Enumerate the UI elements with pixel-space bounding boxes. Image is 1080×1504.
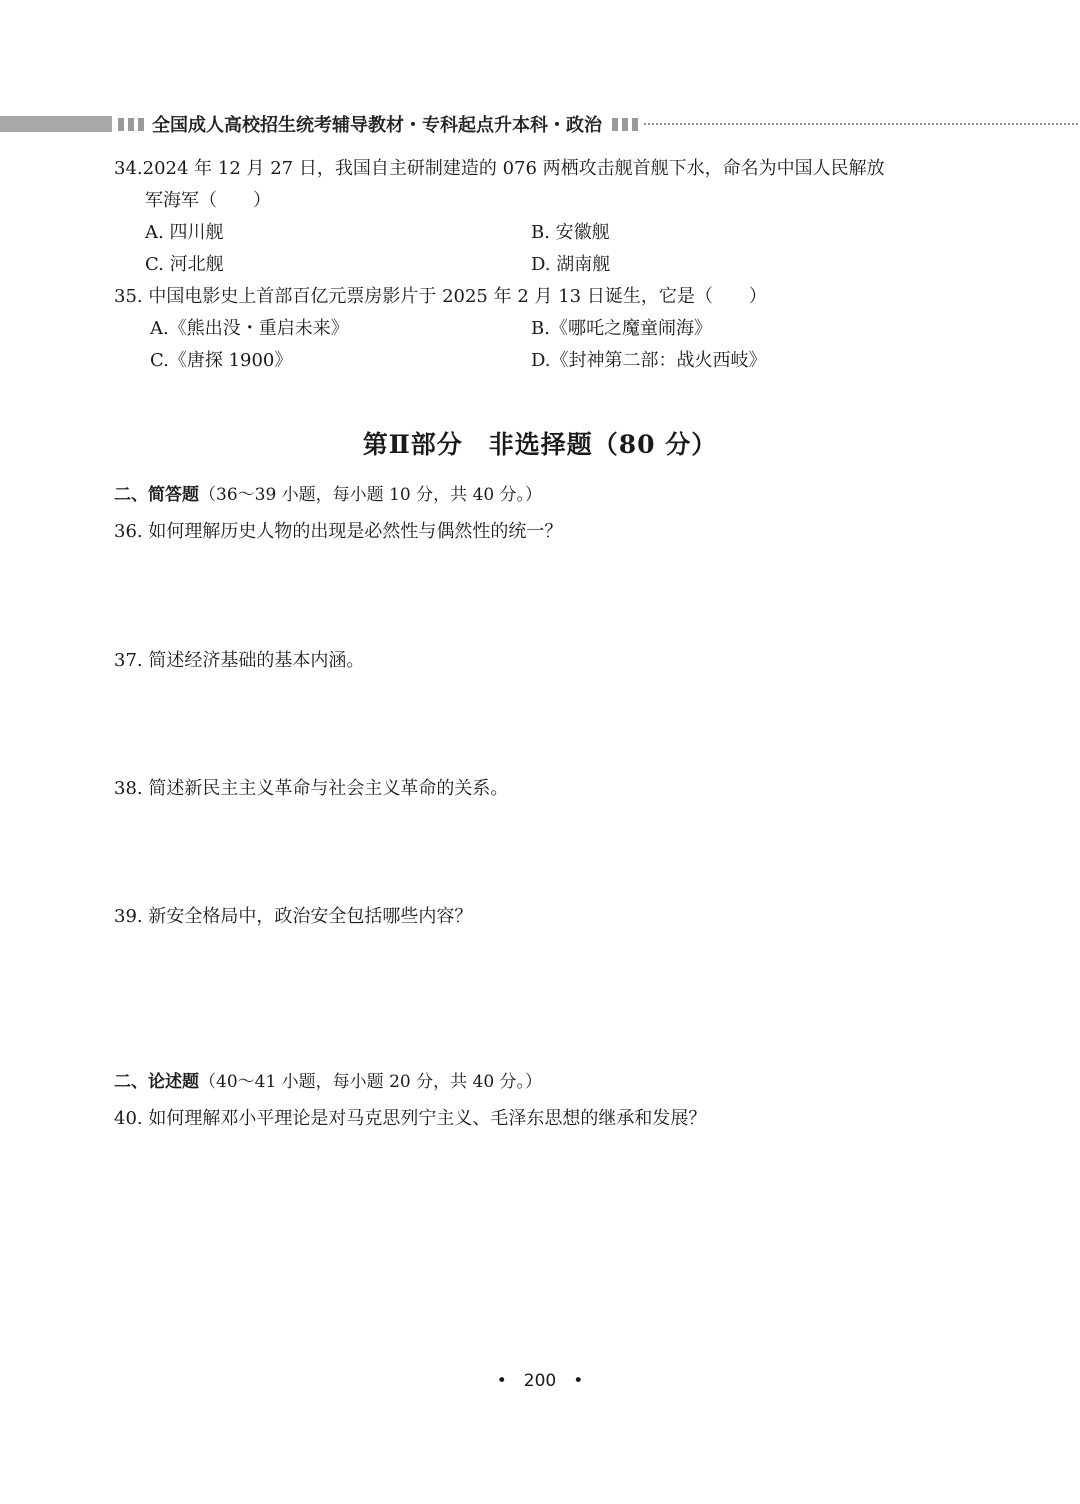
question-35-text: 35. 中国电影史上首部百亿元票房影片于 2025 年 2 月 13 日诞生，它是（ ）	[114, 286, 767, 307]
question-34-option-c: C. 河北舰	[145, 254, 224, 275]
question-34-option-a: A. 四川舰	[145, 222, 224, 243]
question-40-text: 40. 如何理解邓小平理论是对马克思列宁主义、毛泽东思想的继承和发展？	[114, 1108, 707, 1129]
short-answer-heading	[114, 482, 542, 508]
question-37-text: 37. 简述经济基础的基本内涵。	[114, 650, 365, 671]
header-dotted-rule	[644, 123, 1078, 125]
short-answer-note: （36～39 小题，每小题 10 分，共 40 分。）	[199, 485, 543, 505]
part-2-title: 第Ⅱ部分 非选择题（80 分）	[362, 430, 718, 459]
header-right-ticks	[612, 118, 638, 131]
header-gray-bar	[0, 116, 112, 132]
essay-note: （40～41 小题，每小题 20 分，共 40 分。）	[199, 1072, 543, 1092]
question-34-text-cont: 军海军（ ）	[145, 190, 271, 211]
essay-heading	[114, 1069, 542, 1095]
question-39-text: 39. 新安全格局中，政治安全包括哪些内容？	[114, 906, 473, 927]
running-header	[0, 113, 1080, 135]
question-34-option-b: B. 安徽舰	[531, 222, 610, 243]
question-35-option-a: A.《熊出没・重启未来》	[150, 318, 349, 339]
header-left-ticks	[118, 118, 144, 131]
question-35-option-c: C.《唐探 1900》	[150, 350, 293, 371]
essay-label: 二、论述题	[114, 1072, 199, 1092]
question-34-option-d: D. 湖南舰	[531, 254, 611, 275]
question-38-text: 38. 简述新民主主义革命与社会主义革命的关系。	[114, 778, 509, 799]
page-number: • 200 •	[496, 1371, 584, 1391]
header-title: 全国成人高校招生统考辅导教材・专科起点升本科・政治	[152, 115, 602, 136]
question-35-option-b: B.《哪吒之魔童闹海》	[531, 318, 712, 339]
question-36-text: 36. 如何理解历史人物的出现是必然性与偶然性的统一？	[114, 521, 563, 542]
question-35-option-d: D.《封神第二部：战火西岐》	[531, 350, 767, 371]
short-answer-label: 二、简答题	[114, 485, 199, 505]
question-34-text: 34.2024 年 12 月 27 日，我国自主研制建造的 076 两栖攻击舰首舰下水，命名为中国人民解放	[114, 158, 885, 179]
